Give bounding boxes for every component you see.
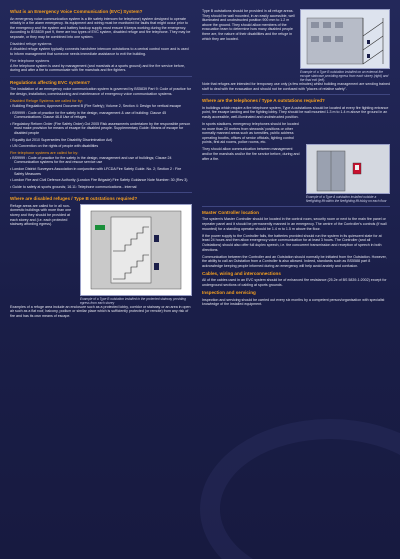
cables-heading: Cables, wiring and interconnections (202, 270, 281, 276)
divider (10, 192, 192, 193)
building-icon (301, 10, 389, 68)
firetel-called-for-heading: Fire telephone systems are called for by: (10, 150, 79, 155)
telephones-text-block (202, 122, 302, 203)
right-column (202, 9, 390, 309)
fire-telephone-subheading: Fire telephone systems (10, 58, 50, 63)
type-b-paragraph: Type B outstations should be provided in all refuge areas. They should be wall mounted, in an easily accessible, well illuminated and unobstructed position 900 mm to 1.2 m above the ground. They should allow members of the evacuation team to determine how many disabled people there are, the nature of their disabilities and the refuge in which they are located. (202, 9, 295, 41)
lift-lobby-illustration (306, 144, 390, 194)
stadium-paragraph: In sports stadiums, emergency telephones should be located no more than 20 metres from stewards' positions or other normally manned areas such as turnstiles, public address operating booths, offices of senior officials, lighting control points, first aid rooms, police rooms, etc. (202, 121, 299, 145)
lift-icon (307, 145, 389, 193)
disabled-bullet: • UN Convention on the rights of people with disabilities (10, 144, 99, 149)
disabled-bullet: • BS9999 : Code of practice for fire safety in the design, management & use of building: Clause 45 Communications: Clause 46.8 Use of refuges (10, 110, 167, 120)
disabled-refuge-subheading: Disabled refuge systems (10, 41, 52, 46)
firetel-bullet: • BS9999 : Code of practice for fire safety in the design, management and use of buildings; Clause 24 Communication systems for fire and rescue service use (10, 155, 172, 165)
divider (10, 76, 192, 77)
type-b-section (202, 9, 390, 82)
telephones-heading: Where are the telephones / Type A outstations required? (202, 98, 325, 104)
regulations-paragraph: The installation of an emergency voice communication system is governed by BS5839 Part 9: Code of practice for the design, installation, commissioning and maintenance of emergency voice communication systems. (10, 87, 191, 96)
firetel-bullet: • London Fire and Civil Defence Authority (London Fire Brigade) Fire Safety Guidance Note Number: 30 (Rev 3) (10, 178, 188, 183)
left-column (10, 9, 192, 321)
refuge-text-block (10, 204, 76, 305)
external-stair-figure (300, 9, 390, 82)
divider (202, 94, 390, 95)
firetel-bullet: • Guide to safety at sports grounds; 16.11: Telephone communications - internal (10, 184, 137, 189)
disabled-bullet: • Regulatory Reform Order (Fire Safety Order) Oct 2005 Risk assessments undertaken by the responsible person must make provision for means of escape for disabled people. Supplementary Guide: Means of escape for disabled people (10, 121, 191, 135)
refuge-note-paragraph: Note that refuges are intended for temporary use only (a few minutes) whilst building management are sending trained staff to deal with the evacuation and should not be confused with "places of relative safety". (202, 82, 390, 91)
evc-paragraph: An emergency voice communication system is a life safety intercom for telephone) system designed to operate reliably in a fire alarm emergency. Its equipment and wiring must be monitored for faults that might occur prior to the emergency and the system and battery backup supply must ensure it keeps working during the emergency. According to BS5839 part 9, there are two types of EVC system, disabled refuge and fire telephone. They may be separate, or they may be combined into one system. (10, 16, 191, 39)
background-swoosh (200, 419, 400, 559)
lift-lobby-figure (306, 144, 390, 203)
disabled-bullet: • Equality Act 2010 Supersedes the Disability Discrimination Act) (10, 137, 113, 142)
stairway-icon (81, 205, 191, 295)
divider (202, 206, 390, 207)
figure-caption: Example of a Type A outstation installed outside a firefighting lift within the firefighting lift lobby on each floor (306, 194, 387, 203)
communication-initiation-paragraph: Communication between the Controller and an Outstation should normally be initiated from the Outstation. However, the ability to call an Outstation from a Controller is also allowed. Indeed, standards such as BS5588 part 8 acknowledge keeping people informed during an emergency will help avoid anxiety and confusion. (202, 254, 387, 268)
inspection-paragraph: Inspection and servicing should be carried out every six months by a competent person/organisation with specialist knowledge of the installed equipment. (202, 297, 385, 307)
telephones-section (202, 122, 390, 203)
refuge-figure (80, 204, 192, 305)
disabled-refuge-paragraph: A disabled refuge system typically connects handsfree intercom outstations to a central control room and is used to inform management that someone needs immediate assistance to exit the building. (10, 46, 189, 56)
disabled-called-for-heading: Disabled Refuge Systems are called for by: (10, 99, 83, 104)
firetel-bullet: • London District Surveyors Association in conjunction with LFCDA Fire Safety Guide. No. 2; Section 2 : Fire Safety Measures (10, 166, 182, 176)
refuge-examples-paragraph: Examples of a refuge area include an enclosure such as a protected lobby, corridor or stairway or an area in open air such as a flat roof, balcony, podium or similar place which is sufficiently protected (or remote) from any risk of fire and has its own means of escape. (10, 304, 191, 319)
fire-telephone-paragraph: A fire telephone system is used by management (and marshals at a sports ground) and the fire service before, during and after a fire to communicate with fire marshals and fire fighters. (10, 63, 185, 73)
regulations-heading: Regulations affecting EVC systems? (10, 79, 90, 85)
master-controller-paragraph: The system's Master Controller should be located in the control room, security room or next to the main fire panel or repeater panel and it should be permanently manned in an emergency. The centre of the Controller's controls (if wall mounted) for a standing operator should be 1.4 m to 1.5 m above the floor. (202, 217, 387, 231)
figure-caption: Example of a Type B outstation installed on an external fire escape staircase providing egress from each storey (right) and the final exit (left). (300, 70, 389, 82)
disabled-bullet: • Building Regulations; Approved Document B (Fire Safety); Volume 2, Section 4: Design for vertical escape (10, 104, 182, 109)
cables-paragraph: All of the cables used in an EVC system should be of enhanced fire resistance (25.2e of BS 5839-1:2002) except for underground sections of cabling at sports grounds. (202, 278, 387, 287)
external-stair-illustration (300, 9, 390, 69)
communication-paragraph: They should allow communication between management and/or fire marshals and/or the fire service before, during and after a fire. (202, 147, 300, 161)
telephones-paragraph: In buildings which require a fire telephone system, Type A outstations should be located at every fire fighting entrance point, fire escape landing and fire fighting lobby. They should be wall mounted 1.3 m to 1.4 m above the ground in an easily accessible, well-illuminated and unobstructed position. (202, 105, 389, 119)
evc-heading: What is an Emergency Voice Communication (EVC) System? (10, 9, 143, 14)
refuge-section (10, 204, 192, 305)
power-supply-paragraph: If the power supply to the Controller fails, the batteries provided should run the system in its quiescent state for at least 24 hours and then allow emergency voice communication for at least 3 hours. The Controller (and all Outstations) should also offer full duplex speech, i.e. the concurrent transmission and reception of speech in both directions. (202, 233, 382, 252)
master-controller-heading: Master Controller location (202, 209, 259, 215)
figure-caption: Example of a Type B outstation installed in the protected stairway providing egress from each storey (80, 296, 186, 305)
refuge-paragraph: Refuge areas are called for in all non-domestic buildings with more than one storey and they should be provided at each storey and (i.e. each protected stairway affording egress). (10, 203, 72, 227)
stairway-illustration (80, 204, 192, 296)
inspection-heading: Inspection and servicing (202, 290, 256, 296)
refuge-location-heading: Where are disabled refuges / Type B outstations required? (10, 196, 138, 202)
